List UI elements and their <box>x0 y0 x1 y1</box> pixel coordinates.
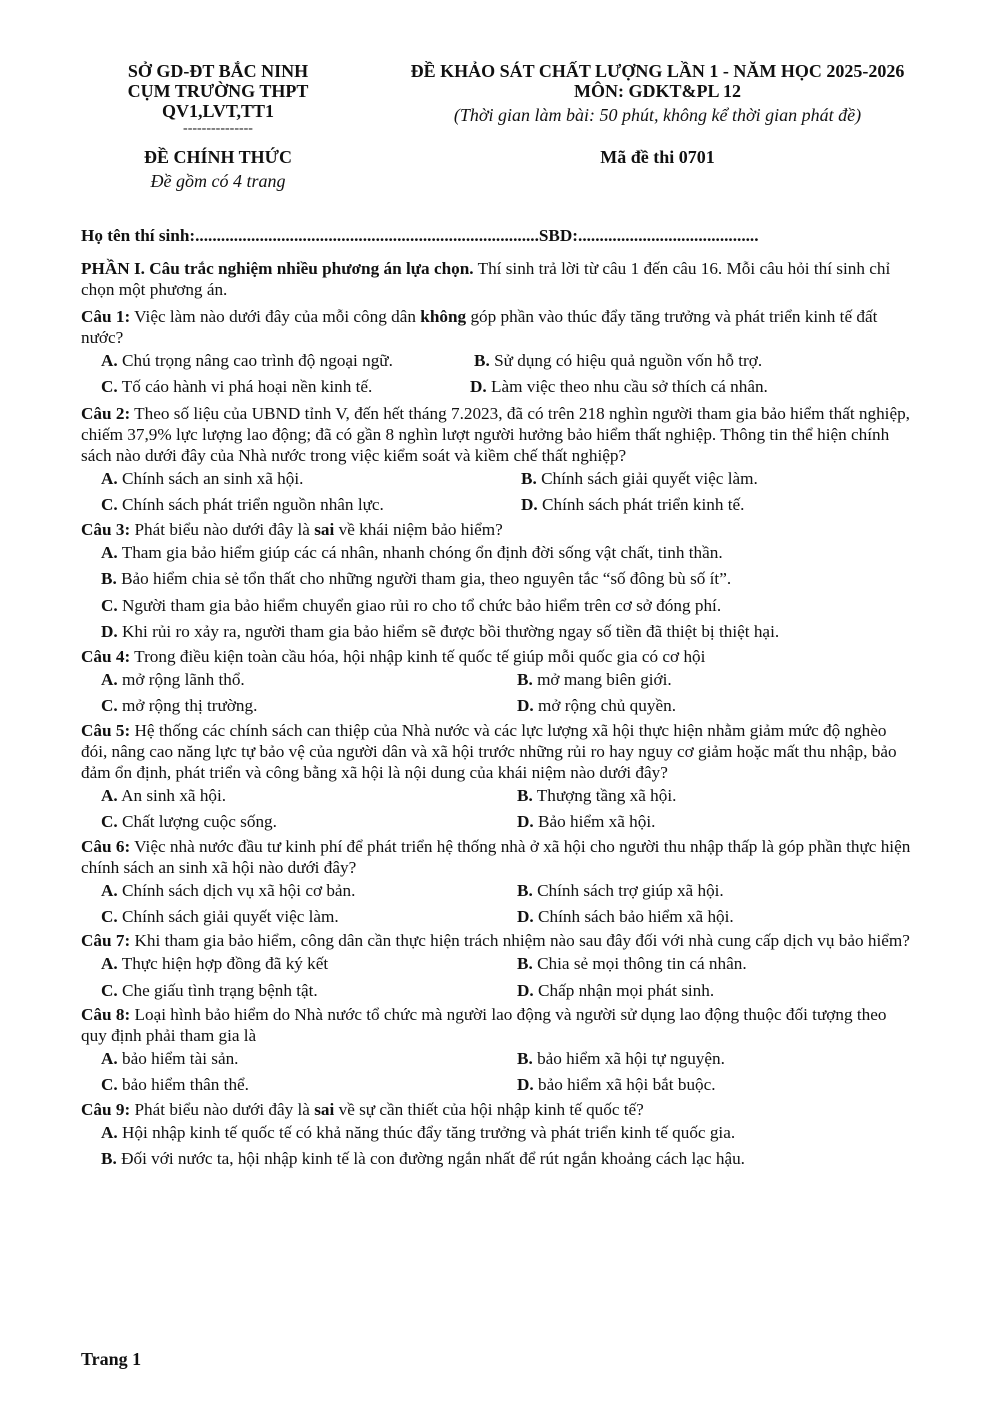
option-d: D. bảo hiểm xã hội bắt buộc. <box>517 1075 716 1095</box>
option-c: C. Che giấu tình trạng bệnh tật. <box>101 980 318 1000</box>
option-c: C. Chính sách giải quyết việc làm. <box>101 906 339 926</box>
exam-time: (Thời gian làm bài: 50 phút, không kể thời gian phát đề) <box>453 105 862 125</box>
question-text: Việc làm nào dưới đây của mỗi công dân <box>130 307 421 326</box>
page-count-note: Đề gồm có 4 trang <box>150 171 286 191</box>
question-emphasis: sai <box>314 519 335 539</box>
question-6 <box>81 836 916 878</box>
option-d: D. Bảo hiểm xã hội. <box>517 812 656 832</box>
question-emphasis: không <box>420 307 467 326</box>
option-a: A. Chính sách an sinh xã hội. <box>101 468 304 488</box>
question-text: Phát biểu nào dưới đây là <box>130 1099 315 1119</box>
question-emphasis: sai <box>314 1099 335 1119</box>
question-3 <box>81 519 916 540</box>
option-a: A. Chính sách dịch vụ xã hội cơ bản. <box>101 880 356 900</box>
option-row <box>81 466 916 492</box>
option-row <box>81 348 916 374</box>
option-row <box>81 951 916 977</box>
section-instruction: Thí sinh trả lời từ câu 1 đến câu 16. Mỗi câu hỏi thí sinh chỉ chọn một phương án. <box>81 259 891 299</box>
option-a: A. An sinh xã hội. <box>101 785 227 805</box>
option-d: D. Chấp nhận mọi phát sinh. <box>517 980 715 1000</box>
option-d: D. Chính sách bảo hiểm xã hội. <box>517 906 734 926</box>
question-text: Phát biểu nào dưới đây là <box>130 519 315 539</box>
question-text: Hệ thống các chính sách can thiệp của Nhà nước và các lực lượng xã hội thực hiện nhằm giảm mức độ nghèo đói, nâng cao năng lực tự bảo vệ của người dân và xã hội trước những rủi ro hay nguy cơ giảm hoặc mất thu nhập, bảo đảm ổn định, phát triển và công bằng xã hội là nội dung của khái niệm nào dưới đây? <box>81 720 897 782</box>
option-a: A. mở rộng lãnh thổ. <box>101 669 245 689</box>
question-7 <box>81 930 916 951</box>
exam-code: Mã đề thi 0701 <box>600 147 715 167</box>
option-row <box>81 492 916 518</box>
question-number: Câu 4: <box>81 646 131 666</box>
question-number: Câu 3: <box>81 519 131 539</box>
option-a: A. Chú trọng nâng cao trình độ ngoại ngữ. <box>101 351 393 370</box>
question-number: Câu 5: <box>81 720 131 740</box>
option-c: C. bảo hiểm thân thể. <box>101 1075 249 1095</box>
section-intro <box>81 258 916 300</box>
question-text: Loại hình bảo hiểm do Nhà nước tổ chức mà người lao động và người sử dụng lao động thuộc đối tượng theo quy định phải tham gia là <box>81 1005 887 1046</box>
question-number: Câu 1: <box>81 307 131 326</box>
question-1 <box>81 306 916 348</box>
option-row <box>81 783 916 809</box>
option-b: B. Đối với nước ta, hội nhập kinh tế là con đường ngắn nhất để rút ngắn khoảng cách lạc hậu. <box>101 1149 745 1169</box>
option-b: B. Chia sẻ mọi thông tin cá nhân. <box>517 954 747 974</box>
option-c: C. Chất lượng cuộc sống. <box>101 812 277 832</box>
option-row <box>81 1046 916 1072</box>
option-b: B. mở mang biên giới. <box>517 669 672 689</box>
question-8 <box>81 1004 916 1046</box>
option-b: B. Chính sách trợ giúp xã hội. <box>517 880 724 900</box>
option-d: D. Khi rủi ro xảy ra, người tham gia bảo hiểm sẽ được bồi thường ngay số tiền đã thiệt bị thiệt hại. <box>101 622 780 642</box>
student-info-line: Họ tên thí sinh:................................................................................SBD:.......................................... <box>81 226 759 245</box>
school-names: QV1,LVT,TT1 <box>161 101 275 121</box>
question-text-end: góp phần vào thúc đẩy tăng trưởng và phát triển kinh tế đất nước? <box>81 307 878 347</box>
option-b: B. Sử dụng có hiệu quả nguồn vốn hỗ trợ. <box>474 351 763 370</box>
question-number: Câu 7: <box>81 931 131 951</box>
option-a: A. bảo hiểm tài sản. <box>101 1049 239 1069</box>
option-d: D. Làm việc theo nhu cầu sở thích cá nhân. <box>470 377 768 397</box>
question-text: Việc nhà nước đầu tư kinh phí để phát triển hệ thống nhà ở xã hội cho người thu nhập thấp là góp phần thực hiện chính sách an sinh xã hội nào dưới đây? <box>81 836 911 877</box>
option-row <box>81 809 916 835</box>
option-row <box>81 904 916 930</box>
option-c: C. mở rộng thị trường. <box>101 696 258 716</box>
school-department: SỞ GD-ĐT BẮC NINH <box>127 61 309 81</box>
option-row <box>81 667 916 693</box>
question-4 <box>81 646 916 667</box>
option-row <box>81 374 916 400</box>
option-c: C. Chính sách phát triển nguồn nhân lực. <box>101 495 384 515</box>
option-row <box>81 693 916 719</box>
option-a: A. Hội nhập kinh tế quốc tế có khả năng thúc đẩy tăng trưởng và phát triển kinh tế quốc gia. <box>101 1122 736 1142</box>
option-row <box>81 978 916 1004</box>
question-number: Câu 2: <box>81 403 131 423</box>
question-9 <box>81 1099 916 1120</box>
section-title: PHẦN I. Câu trắc nghiệm nhiều phương án lựa chọn. <box>81 259 474 278</box>
option-row <box>81 1072 916 1098</box>
exam-title: ĐỀ KHẢO SÁT CHẤT LƯỢNG LẦN 1 - NĂM HỌC 2025-2026 <box>410 61 905 81</box>
option-row <box>81 878 916 904</box>
option-b: B. Chính sách giải quyết việc làm. <box>521 468 758 488</box>
question-text: Trong điều kiện toàn cầu hóa, hội nhập kinh tế quốc tế giúp mỗi quốc gia có cơ hội <box>130 646 706 666</box>
question-text-end: về sự cần thiết của hội nhập kinh tế quốc tế? <box>334 1099 644 1119</box>
question-number: Câu 8: <box>81 1005 131 1025</box>
option-c: C. Tố cáo hành vi phá hoại nền kinh tế. <box>101 377 373 397</box>
official-label: ĐỀ CHÍNH THỨC <box>143 147 293 167</box>
option-d: D. mở rộng chủ quyền. <box>517 696 676 716</box>
option-d: D. Chính sách phát triển kinh tế. <box>521 495 745 515</box>
header-divider: --------------- <box>183 121 253 136</box>
option-c: C. Người tham gia bảo hiểm chuyển giao rủi ro cho tổ chức bảo hiểm trên cơ sở đóng phí. <box>101 595 722 615</box>
question-number: Câu 9: <box>81 1099 131 1119</box>
option-b: B. Thượng tầng xã hội. <box>517 785 677 805</box>
question-5 <box>81 720 916 783</box>
option-b: B. bảo hiểm xã hội tự nguyện. <box>517 1049 725 1069</box>
option-a: A. Thực hiện hợp đồng đã ký kết <box>101 954 329 974</box>
question-number: Câu 6: <box>81 836 131 856</box>
exam-subject: MÔN: GDKT&PL 12 <box>574 81 741 101</box>
question-2 <box>81 403 916 466</box>
question-text: Theo số liệu của UBND tỉnh V, đến hết tháng 7.2023, đã có trên 218 nghìn người tham gia bảo hiểm thất nghiệp, chiếm 37,9% lực lượng lao động; đã có gần 8 nghìn lượt người hưởng bảo hiểm thất nghiệp. Thông tin thể hiện chính sách nào dưới đây của Nhà nước trong việc kiểm soát và kiềm chế thất nghiệp? <box>81 403 910 465</box>
question-text-end: về khái niệm bảo hiểm? <box>334 519 503 539</box>
page-number: Trang 1 <box>81 1349 142 1369</box>
option-b: B. Bảo hiểm chia sẻ tổn thất cho những người tham gia, theo nguyên tắc “số đông bù số ít”. <box>101 569 732 589</box>
school-cluster: CỤM TRƯỜNG THPT <box>127 81 309 101</box>
option-a: A. Tham gia bảo hiểm giúp các cá nhân, nhanh chóng ổn định đời sống vật chất, tinh thần. <box>101 542 723 562</box>
question-text: Khi tham gia bảo hiểm, công dân cần thực hiện trách nhiệm nào sau đây đối với nhà cung cấp dịch vụ bảo hiểm? <box>130 931 910 951</box>
exam-body <box>81 258 916 1173</box>
